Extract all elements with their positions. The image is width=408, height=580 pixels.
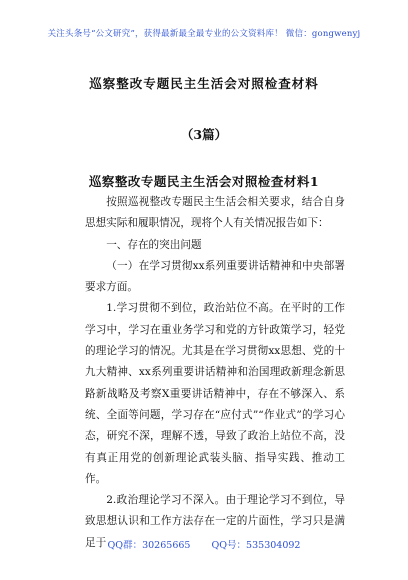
header-promo-note: 关注头条号“公文研究”，获得最新最全最专业的公文资料库！ 微信：gongwenyj [47,29,361,39]
section-title: 巡察整改专题民主生活会对照检查材料1 [88,174,320,189]
paragraph-heading-problems: 一、存在的突出问题 [106,238,202,251]
paragraph-intro: 按照巡视整改专题民主生活会相关要求，结合自身思想实际和履职情况，现将个人有关情况报告如下： [85,196,345,230]
paragraph-subheading-1: （一）在学习贯彻xx系列重要讲话精神和中央部署要求方面。 [85,259,345,294]
paragraph-item-2: 2.政治理论学习不深入。由于理论学习不到位，导致思想认识和工作方法存在一定的片面性，学习只是满足于 [85,494,345,549]
footer-contact [0,537,408,551]
document-title: 巡察整改专题民主生活会对照检查材料 [89,76,319,91]
document-body [85,192,345,554]
footer-qq-number: QQ号：535304092 [211,540,301,551]
footer-qq-group: QQ群：30265665 [107,540,191,551]
document-count: （3篇） [180,127,228,142]
paragraph-item-1: 1.学习贯彻不到位，政治站位不高。在平时的工作学习中，学习在重业务学习和党的方针政策学习，轻党的理论学习的情况。尤其是在学习贯彻xx思想、党的十九大精神、xx系列重要讲话精神和治国理政新理念新思路新战略及考察X重要讲话精神中，存在不够深入、系统、全面等问题，学习存在“应付式”“作业式”的学习心态，研究不深，理解不透，导致了政治上站位不高，没有真正用党的创新理论武装头脑、指导实践、推动工作。 [85,302,345,485]
